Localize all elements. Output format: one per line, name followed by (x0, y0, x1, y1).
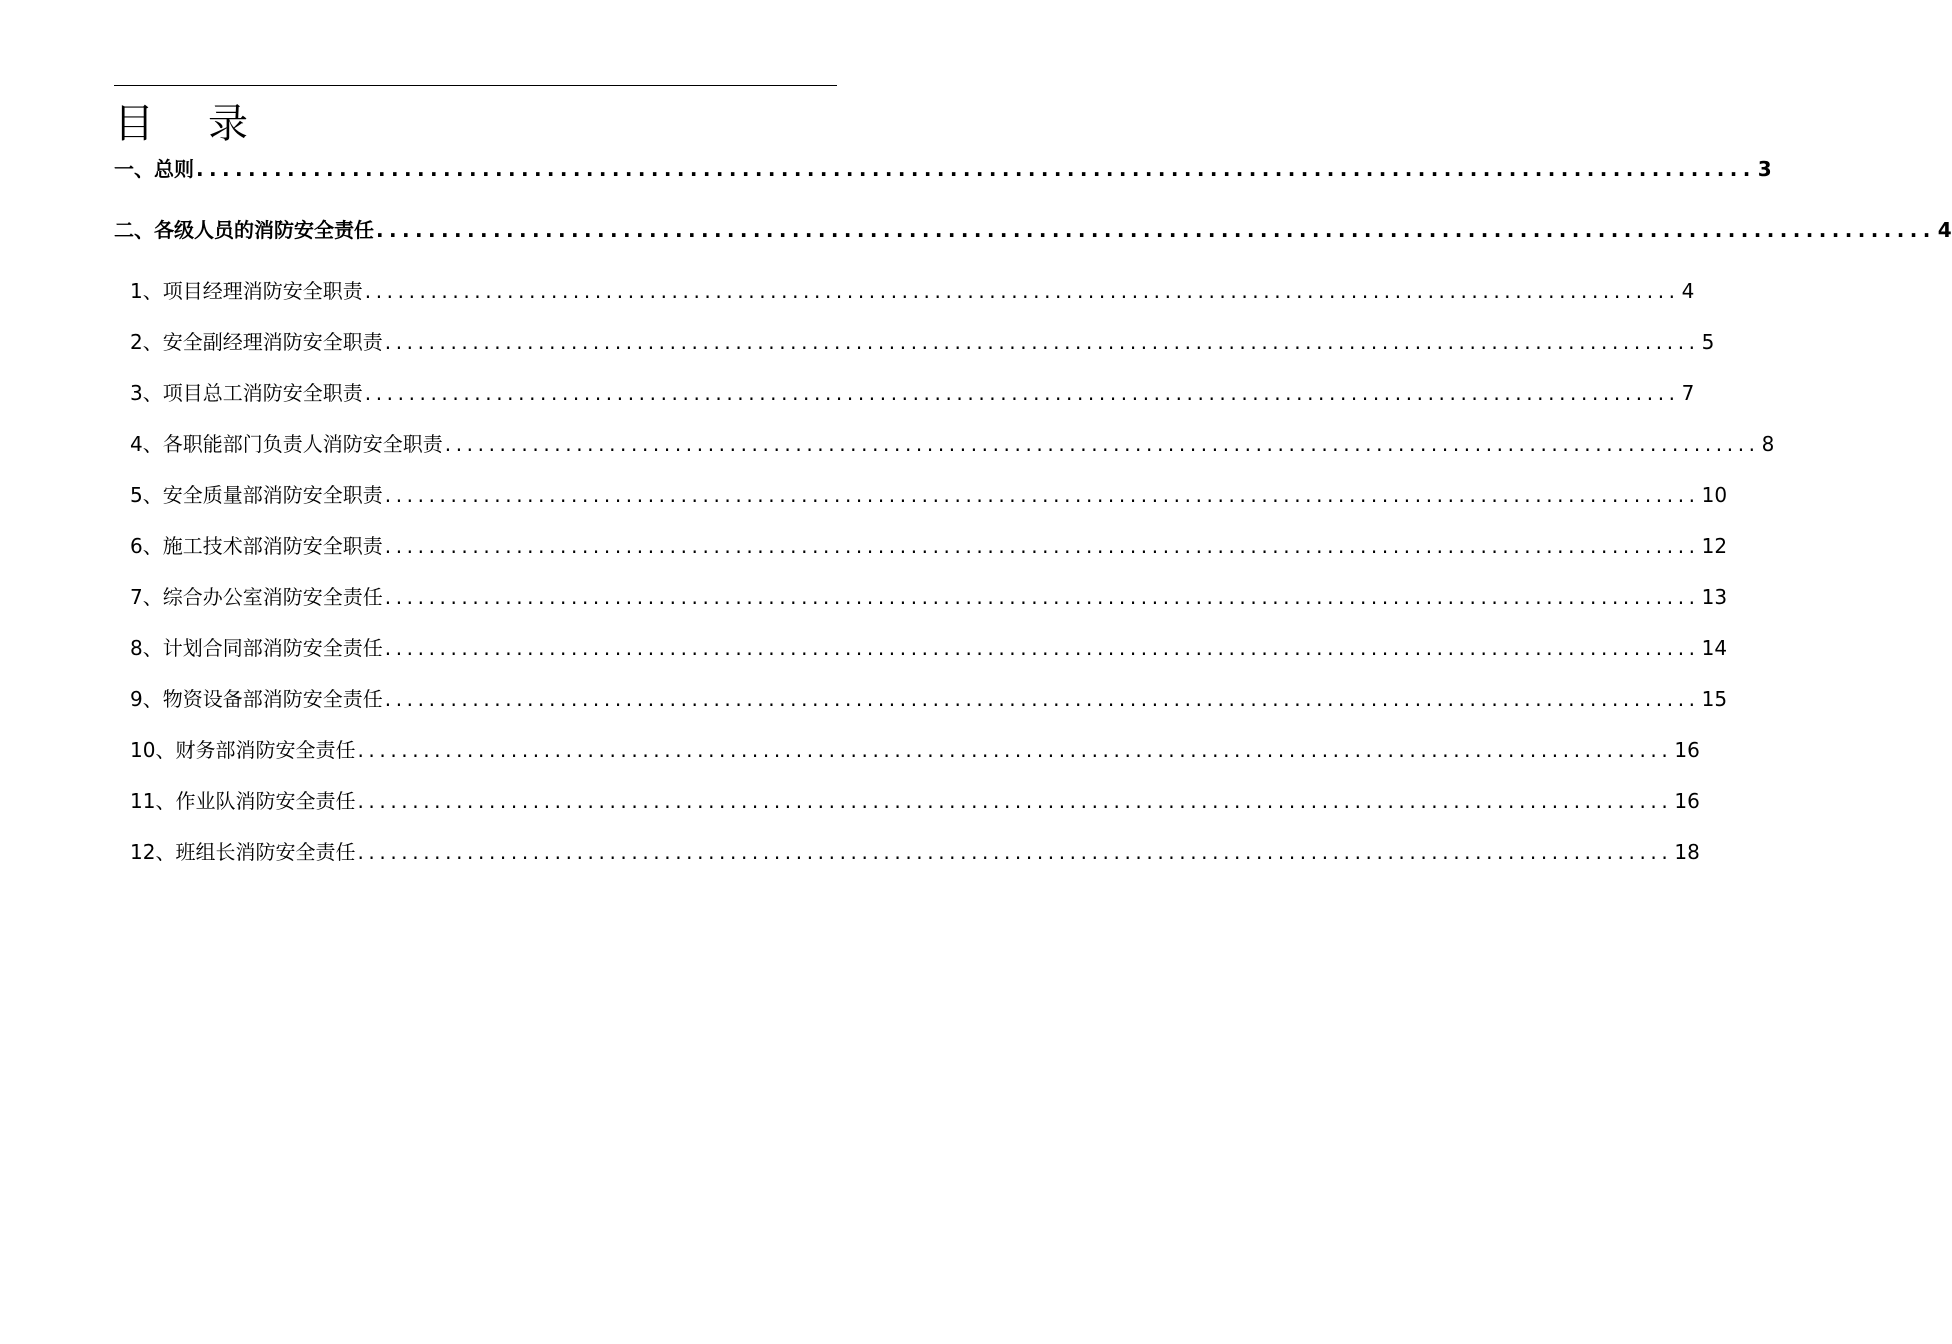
toc-entry-label: 7、综合办公室消防安全责任 (130, 585, 383, 609)
toc-leader-dots: ........................................................................................................................ (384, 330, 1700, 354)
toc-entry-page: 12 (1701, 534, 1728, 558)
toc-leader-dots: ........................................................................................................................ (357, 840, 1673, 864)
toc-entry-page: 8 (1761, 432, 1775, 456)
toc-entry-label: 4、各职能部门负责人消防安全职责 (130, 432, 443, 456)
toc-entry[interactable] (130, 479, 1728, 511)
toc-entry-page: 4 (1937, 218, 1952, 242)
toc-leader-dots: ........................................................................................................................ (384, 483, 1700, 507)
toc-entry-page: 10 (1701, 483, 1728, 507)
toc-entry[interactable] (130, 734, 1700, 766)
toc-leader-dots: ........................................................................................................................ (384, 534, 1700, 558)
toc-entry[interactable] (114, 214, 1952, 246)
toc-leader-dots: ........................................................................................................................ (376, 218, 1936, 242)
toc-entry[interactable] (130, 581, 1728, 613)
toc-entry[interactable] (130, 632, 1728, 664)
toc-entry-page: 14 (1701, 636, 1728, 660)
toc-leader-dots: ........................................................................................................................ (384, 687, 1700, 711)
toc-entry-label: 5、安全质量部消防安全职责 (130, 483, 383, 507)
toc-entry-label: 6、施工技术部消防安全职责 (130, 534, 383, 558)
toc-entry[interactable] (130, 326, 1715, 358)
toc-entry-page: 16 (1674, 789, 1700, 813)
toc-entry-label: 3、项目总工消防安全职责 (130, 381, 363, 405)
toc-leader-dots: ........................................................................................................................ (364, 279, 1680, 303)
toc-entry[interactable] (130, 377, 1695, 409)
header-rule (114, 85, 837, 86)
toc-leader-dots: ........................................................................................................................ (357, 789, 1673, 813)
toc-entry-label: 1、项目经理消防安全职责 (130, 279, 363, 303)
toc-entry-page: 18 (1674, 840, 1700, 864)
toc-entry-label: 二、各级人员的消防安全责任 (114, 218, 374, 242)
toc-entry-label: 2、安全副经理消防安全职责 (130, 330, 383, 354)
toc-leader-dots: ........................................................................................................................ (444, 432, 1760, 456)
toc-entry-label: 一、总则 (114, 157, 194, 181)
toc-entry[interactable] (114, 153, 1772, 185)
toc-entry[interactable] (130, 836, 1700, 868)
toc-entry-page: 15 (1701, 687, 1728, 711)
toc-leader-dots: ........................................................................................................................ (364, 381, 1680, 405)
toc-entry-page: 5 (1701, 330, 1715, 354)
toc-title (114, 98, 248, 150)
toc-entry-page: 7 (1681, 381, 1695, 405)
toc-entry[interactable] (130, 785, 1700, 817)
toc-title-char-1: 目 (114, 101, 154, 147)
toc-entry-page: 13 (1701, 585, 1728, 609)
toc-entry-label: 9、物资设备部消防安全责任 (130, 687, 383, 711)
toc-entry[interactable] (130, 683, 1728, 715)
toc-leader-dots: ........................................................................................................................ (384, 636, 1700, 660)
toc-leader-dots: ........................................................................................................................ (384, 585, 1700, 609)
toc-leader-dots: ........................................................................................................................ (357, 738, 1673, 762)
toc-entry-label: 8、计划合同部消防安全责任 (130, 636, 383, 660)
toc-leader-dots: ........................................................................................................................ (196, 157, 1756, 181)
toc-entry-page: 16 (1674, 738, 1700, 762)
toc-entry-label: 11、作业队消防安全责任 (130, 789, 356, 813)
toc-entry-label: 12、班组长消防安全责任 (130, 840, 356, 864)
toc-entry[interactable] (130, 530, 1728, 562)
toc-title-char-2: 录 (208, 101, 248, 147)
toc-entry-label: 10、财务部消防安全责任 (130, 738, 356, 762)
toc-entry[interactable] (130, 275, 1695, 307)
toc-entry-page: 4 (1681, 279, 1695, 303)
toc-entry[interactable] (130, 428, 1775, 460)
toc-entry-page: 3 (1757, 157, 1772, 181)
